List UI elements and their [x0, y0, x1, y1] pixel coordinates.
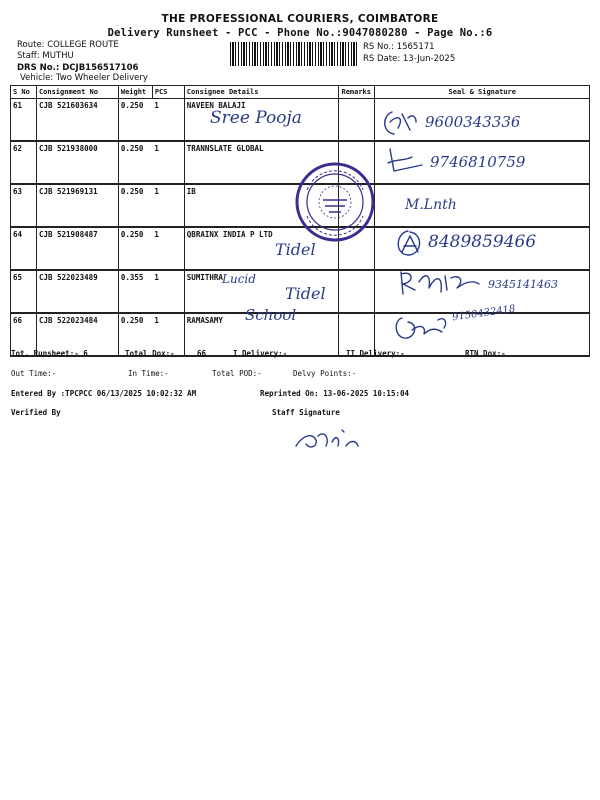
- handwritten-place: Tidel: [275, 240, 316, 259]
- rs-date-label: RS Date:: [363, 54, 401, 64]
- cell-consignment: CJB 522023489: [36, 270, 118, 313]
- cell-consignee: NAVEEN BALAJI: [184, 99, 339, 142]
- ii-delivery: II Delivery:-: [346, 349, 405, 358]
- rs-no-label: RS No.:: [363, 42, 394, 52]
- cell-remarks: [339, 99, 375, 142]
- handwritten-place: Lucid: [222, 272, 256, 286]
- cell-sno: 65: [11, 270, 37, 313]
- rtn-dox: RTN Dox:-: [465, 349, 506, 358]
- document-subtitle: Delivery Runsheet - PCC - Phone No.:9047080280 - Page No.:6: [107, 27, 493, 39]
- tot-runsheet: Tot. Runsheet:- 6: [11, 349, 88, 358]
- delvy-points: Delvy Points:-: [293, 369, 357, 378]
- cell-weight: 0.250: [118, 184, 152, 227]
- in-time: In Time:-: [128, 369, 169, 378]
- total-dox-label: Total Dox:-: [125, 349, 175, 358]
- signature-mark: [380, 108, 420, 138]
- handwritten-phone: 9600343336: [425, 113, 521, 131]
- total-dox-value: 66: [197, 349, 207, 358]
- out-time: Out Time:-: [11, 369, 57, 378]
- cell-pcs: 1: [152, 99, 184, 142]
- col-weight: Weight: [118, 86, 152, 99]
- office-seal-stamp: [293, 160, 377, 244]
- cell-sno: 63: [11, 184, 37, 227]
- cell-remarks: [339, 270, 375, 313]
- cell-sno: 62: [11, 141, 37, 184]
- signature-mark: [382, 147, 427, 177]
- total-pod: Total POD:-: [212, 369, 262, 378]
- cell-sno: 64: [11, 227, 37, 270]
- cell-weight: 0.250: [118, 99, 152, 142]
- cell-pcs: 1: [152, 270, 184, 313]
- cell-consignment: CJB 521938000: [36, 141, 118, 184]
- col-consignment: Consignment No: [36, 86, 118, 99]
- handwritten-place: Tidel: [285, 284, 326, 303]
- route-value: COLLEGE ROUTE: [47, 40, 119, 50]
- vehicle-line: [20, 73, 148, 83]
- cell-sno: 61: [11, 99, 37, 142]
- col-consignee: Consignee Details: [184, 86, 339, 99]
- staff-signature-label: Staff Signature: [272, 408, 340, 417]
- cell-weight: 0.355: [118, 270, 152, 313]
- staff-line: [17, 51, 74, 61]
- cell-weight: 0.250: [118, 141, 152, 184]
- cell-pcs: 1: [152, 313, 184, 356]
- table-header-row: [11, 86, 590, 99]
- cell-pcs: 1: [152, 227, 184, 270]
- handwritten-phone: 8489859466: [428, 232, 537, 252]
- staff-label: Staff:: [17, 51, 40, 61]
- cell-consignment: CJB 522023484: [36, 313, 118, 356]
- cell-consignment: CJB 521969131: [36, 184, 118, 227]
- cell-consignment: CJB 521603634: [36, 99, 118, 142]
- rs-no-value: 1565171: [396, 42, 435, 52]
- signature-mark: [395, 268, 485, 300]
- col-pcs: PCS: [152, 86, 184, 99]
- col-seal-signature: Seal & Signature: [375, 86, 590, 99]
- handwritten-phone: 9746810759: [430, 153, 526, 171]
- cell-consignee: IB: [184, 184, 339, 227]
- cell-consignment: CJB 521908487: [36, 227, 118, 270]
- rs-date-value: 13-Jun-2025: [402, 54, 456, 64]
- cell-weight: 0.250: [118, 227, 152, 270]
- route-line: [17, 40, 119, 50]
- barcode: [230, 42, 358, 66]
- entered-by: Entered By :TPCPCC 06/13/2025 10:02:32 AM: [11, 389, 197, 398]
- col-sno: S No: [11, 86, 37, 99]
- drs-line: [17, 63, 138, 73]
- vehicle-value: Two Wheeler Delivery: [55, 73, 148, 83]
- cell-weight: 0.250: [118, 313, 152, 356]
- cell-pcs: 1: [152, 141, 184, 184]
- cell-consignee: SUMITHRA: [184, 270, 339, 313]
- cell-pcs: 1: [152, 184, 184, 227]
- handwritten-phone: 9345141463: [488, 278, 558, 291]
- i-delivery: I Delivery:-: [233, 349, 288, 358]
- cell-consignee: TRANNSLATE GLOBAL: [184, 141, 339, 184]
- staff-value: MUTHU: [42, 51, 74, 61]
- route-label: Route:: [17, 40, 45, 50]
- cell-consignee: RAMASAMY: [184, 313, 339, 356]
- col-remarks: Remarks: [339, 86, 375, 99]
- vehicle-label: Vehicle:: [20, 73, 54, 83]
- handwritten-name: Sree Pooja: [210, 108, 302, 128]
- handwritten-signature: M.Lnth: [405, 197, 457, 213]
- signature-mark: [392, 228, 428, 258]
- signature-mark: [392, 314, 452, 342]
- rs-no-line: [363, 42, 435, 52]
- rs-date-line: [363, 54, 455, 64]
- document-title: THE PROFESSIONAL COURIERS, COIMBATORE: [161, 13, 439, 25]
- verified-by: Verified By: [11, 408, 61, 417]
- handwritten-place: School: [245, 306, 297, 324]
- cell-consignee: QBRAINX INDIA P LTD: [184, 227, 339, 270]
- drs-value: DCJB156517106: [62, 63, 139, 73]
- handwritten-phone: 9150432418: [451, 303, 517, 324]
- staff-signature-mark: [292, 424, 362, 454]
- drs-label: DRS No.:: [17, 63, 60, 73]
- cell-sno: 66: [11, 313, 37, 356]
- reprinted-on: Reprinted On: 13-06-2025 10:15:04: [260, 389, 410, 398]
